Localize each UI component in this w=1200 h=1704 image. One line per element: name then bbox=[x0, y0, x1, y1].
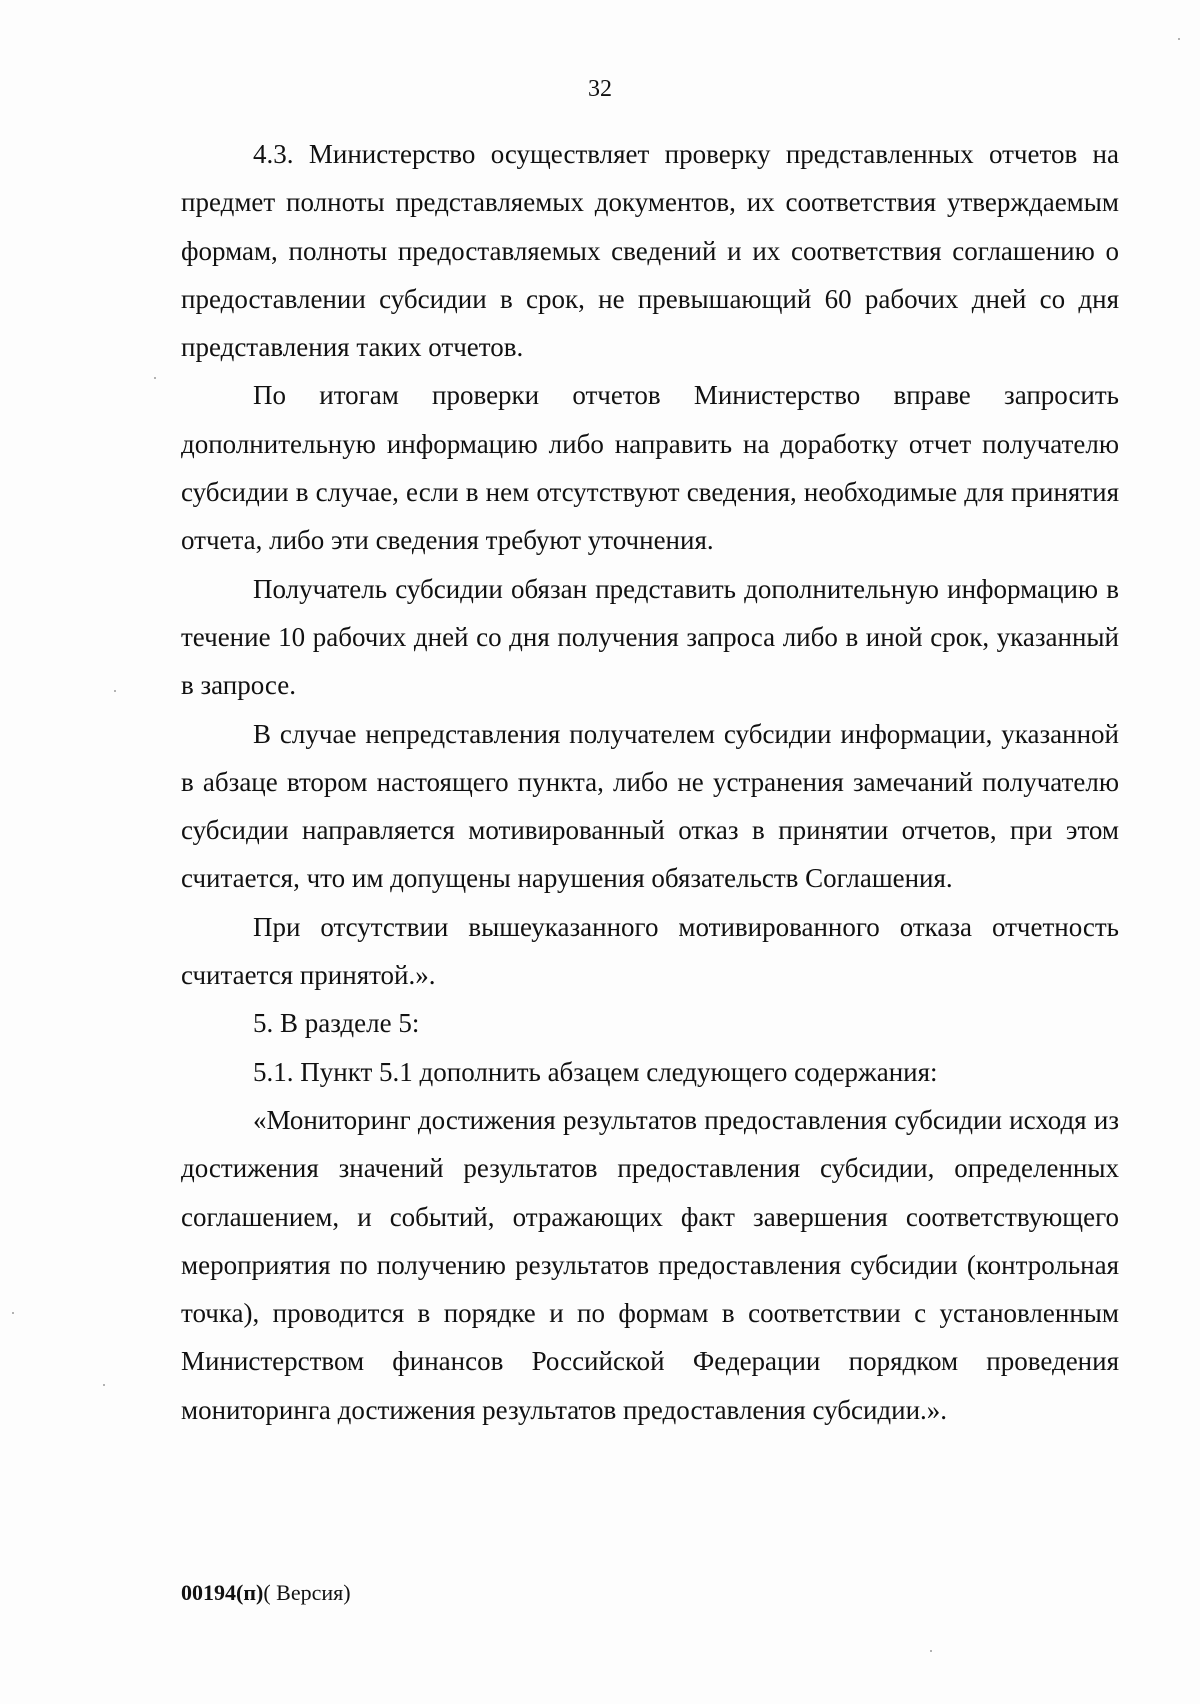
paragraph-additional-info: Получатель субсидии обязан представить дополнительную информацию в течение 10 рабочих дней со дня получения запроса либо в иной срок, указанный в запросе. bbox=[181, 573, 1119, 701]
paragraph-section-5: 5. В разделе 5: bbox=[253, 1008, 420, 1039]
document-version: ( Версия) bbox=[263, 1580, 351, 1605]
paragraph-5-1: 5.1. Пункт 5.1 дополнить абзацем следующего содержания: bbox=[253, 1056, 938, 1087]
paragraph-monitoring: «Мониторинг достижения результатов предоставления субсидии исходя из достижения значений результатов предоставления субсидии, определенных соглашением, и событий, отражающих факт завершения соответствующего мероприятия по получению результатов предоставления субсидии (контрольная точка), проводится в порядке и по формам в соответствии с установленным Министерством финансов Российской Федерации порядком проведения мониторинга достижения результатов предоставления субсидии.». bbox=[181, 1104, 1119, 1425]
paragraph-accepted: При отсутствии вышеуказанного мотивированного отказа отчетность считается принятой.». bbox=[181, 911, 1119, 991]
paragraph-check-results: По итогам проверки отчетов Министерство вправе запросить дополнительную информацию либо направить на доработку отчет получателю субсидии в случае, если в нем отсутствуют сведения, необходимые для принятия отчета, либо эти сведения требуют уточнения. bbox=[181, 380, 1119, 556]
scan-speck bbox=[114, 690, 116, 692]
scan-speck bbox=[154, 377, 156, 379]
scan-speck bbox=[103, 1384, 105, 1386]
paragraph-4-3: 4.3. Министерство осуществляет проверку представленных отчетов на предмет полноты представляемых документов, их соответствия утверждаемым формам, полноты предоставляемых сведений и их соответствия соглашению о предоставлении субсидии в срок, не превышающий 60 рабочих дней со дня представления таких отчетов. bbox=[181, 139, 1119, 363]
page-number: 32 bbox=[588, 76, 612, 102]
scan-speck bbox=[12, 1312, 14, 1314]
paragraph-refusal: В случае непредставления получателем субсидии информации, указанной в абзаце втором настоящего пункта, либо не устранения замечаний получателю субсидии направляется мотивированный отказ в принятии отчетов, при этом считается, что им допущены нарушения обязательств Соглашения. bbox=[181, 718, 1119, 894]
document-code: 00194(п) bbox=[181, 1580, 264, 1605]
scan-speck bbox=[930, 1650, 932, 1652]
document-body bbox=[181, 130, 1119, 1434]
scan-speck bbox=[1178, 38, 1180, 40]
document-footer bbox=[181, 1579, 351, 1607]
